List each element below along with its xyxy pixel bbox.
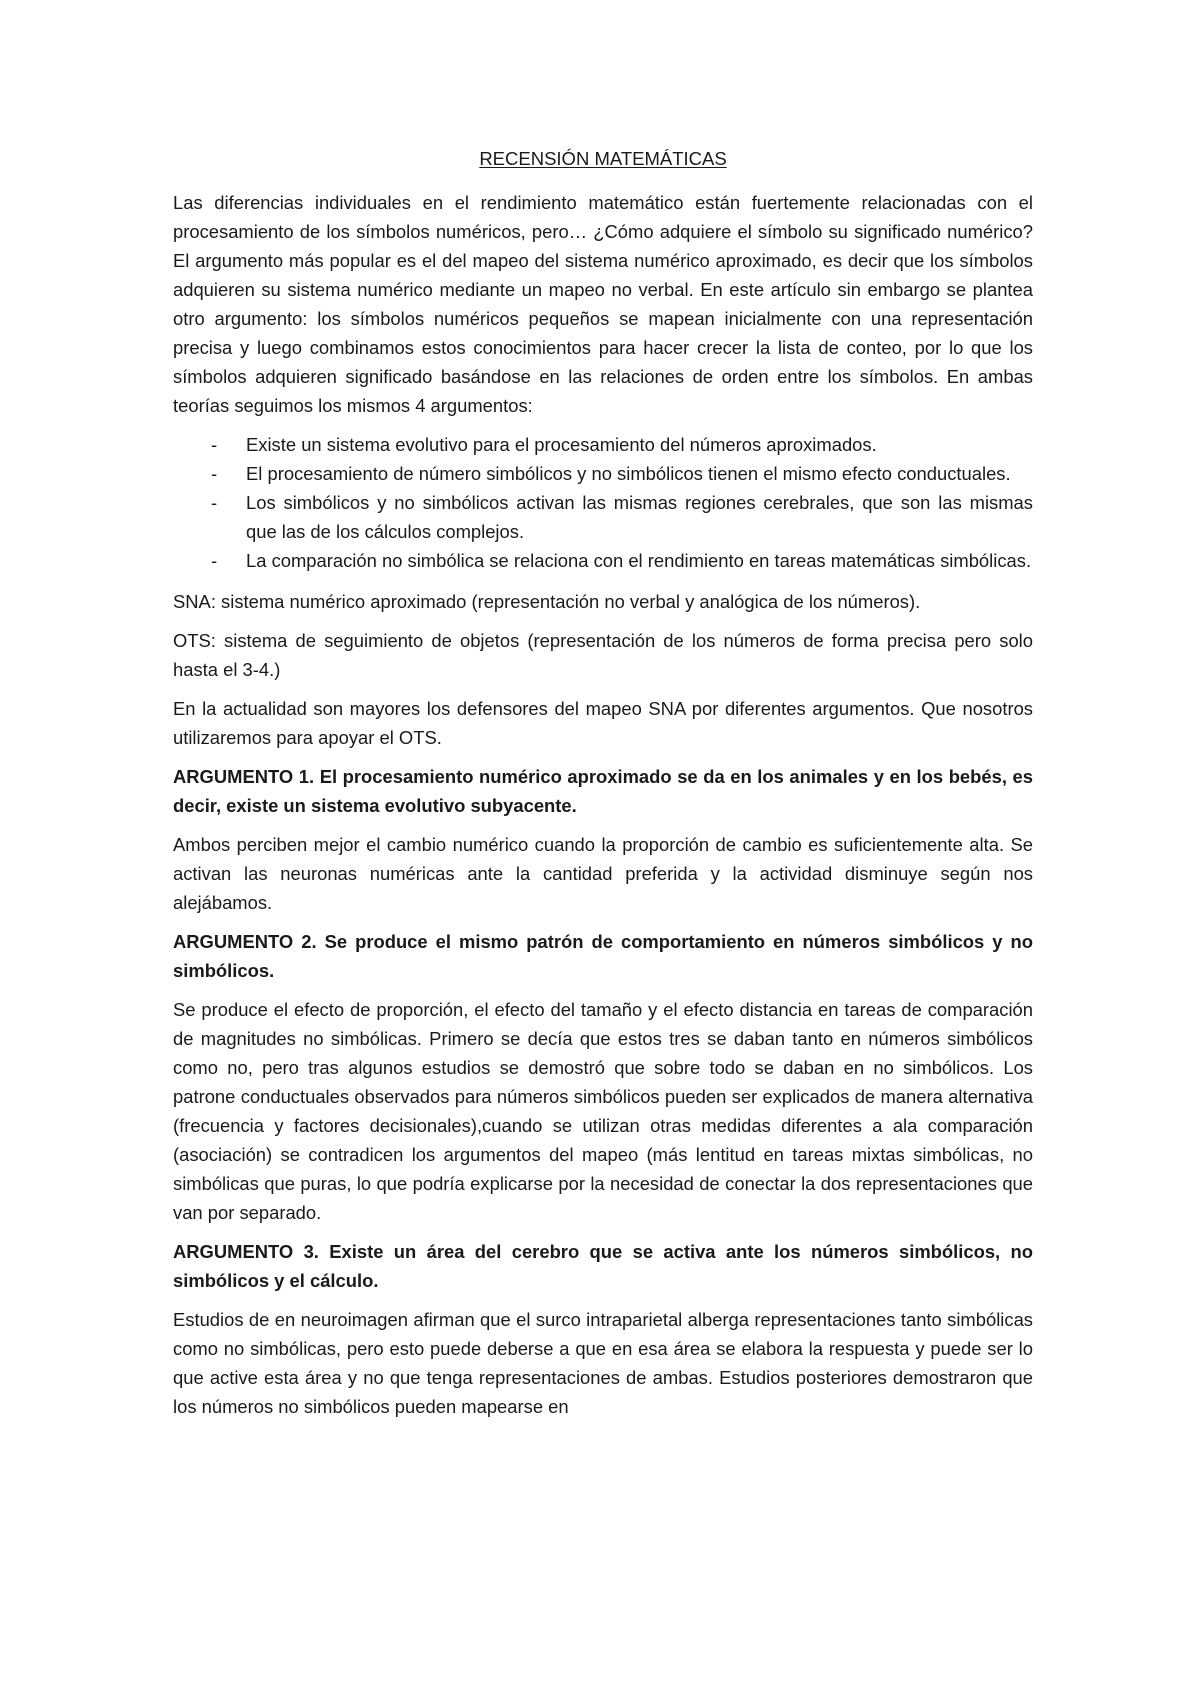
- argument-3-body: Estudios de en neuroimagen afirman que el surco intraparietal alberga representaciones tanto simbólicas como no simbólicas, pero esto puede deberse a que en esa área se elabora la respuesta y puede ser lo que active esta área y no que tenga representaciones de ambas. Estudios posteriores demostraron que los números no simbólicos pueden mapearse en: [173, 1309, 1033, 1417]
- document-content: [173, 188, 1033, 1431]
- bullet-dash: -: [211, 434, 218, 455]
- bullet-dash: -: [211, 492, 218, 513]
- argument-3-heading: ARGUMENTO 3. Existe un área del cerebro que se activa ante los números simbólicos, no simbólicos y el cálculo.: [173, 1241, 1033, 1291]
- list-item: [173, 488, 1033, 546]
- actualidad-paragraph: En la actualidad son mayores los defensores del mapeo SNA por diferentes argumentos. Que nosotros utilizaremos para apoyar el OTS.: [173, 698, 1033, 748]
- ots-definition: OTS: sistema de seguimiento de objetos (representación de los números de forma precisa pero solo hasta el 3-4.): [173, 630, 1033, 680]
- bullet-dash: -: [211, 463, 218, 484]
- list-item: [173, 546, 1033, 575]
- intro-paragraph: Las diferencias individuales en el rendimiento matemático están fuertemente relacionadas con el procesamiento de los símbolos numéricos, pero… ¿Cómo adquiere el símbolo su significado numérico? El argumento más popular es el del mapeo del sistema numérico aproximado, es decir que los símbolos adquieren su sistema numérico mediante un mapeo no verbal. En este artículo sin embargo se plantea otro argumento: los símbolos numéricos pequeños se mapean inicialmente con una representación precisa y luego combinamos estos conocimientos para hacer crecer la lista de conteo, por lo que los símbolos adquieren significado basándose en las relaciones de orden entre los símbolos. En ambas teorías seguimos los mismos 4 argumentos:: [173, 192, 1033, 416]
- list-item: [173, 459, 1033, 488]
- argument-2-heading: ARGUMENTO 2. Se produce el mismo patrón de comportamiento en números simbólicos y no simbólicos.: [173, 931, 1033, 981]
- list-item: [173, 430, 1033, 459]
- list-item-text: Existe un sistema evolutivo para el procesamiento del números aproximados.: [246, 434, 877, 455]
- sna-definition: SNA: sistema numérico aproximado (representación no verbal y analógica de los números).: [173, 591, 921, 612]
- bullet-dash: -: [211, 550, 218, 571]
- argument-1-body: Ambos perciben mejor el cambio numérico cuando la proporción de cambio es suficientemente alta. Se activan las neuronas numéricas ante la cantidad preferida y la actividad disminuye según nos alejábamos.: [173, 834, 1033, 913]
- document-title: RECENSIÓN MATEMÁTICAS: [479, 148, 727, 169]
- document-page: [173, 0, 1033, 1698]
- arguments-list: [173, 430, 1033, 575]
- list-item-text: La comparación no simbólica se relaciona con el rendimiento en tareas matemáticas simbólicas.: [246, 550, 1032, 571]
- argument-2-body: Se produce el efecto de proporción, el efecto del tamaño y el efecto distancia en tareas de comparación de magnitudes no simbólicas. Primero se decía que estos tres se daban tanto en números simbólicos como no, pero tras algunos estudios se demostró que sobre todo se daban en no simbólicos. Los patrone conductuales observados para números simbólicos pueden ser explicados de manera alternativa (frecuencia y factores decisionales),cuando se utilizan otras medidas diferentes a ala comparación (asociación) se contradicen los argumentos del mapeo (más lentitud en tareas mixtas simbólicas, no simbólicas que puras, lo que podría explicarse por la necesidad de conectar la dos representaciones que van por separado.: [173, 999, 1033, 1223]
- argument-1-heading: ARGUMENTO 1. El procesamiento numérico aproximado se da en los animales y en los bebés, es decir, existe un sistema evolutivo subyacente.: [173, 766, 1033, 816]
- list-item-text: Los simbólicos y no simbólicos activan las mismas regiones cerebrales, que son las mismas que las de los cálculos complejos.: [246, 492, 1033, 542]
- list-item-text: El procesamiento de número simbólicos y no simbólicos tienen el mismo efecto conductuales.: [246, 463, 1011, 484]
